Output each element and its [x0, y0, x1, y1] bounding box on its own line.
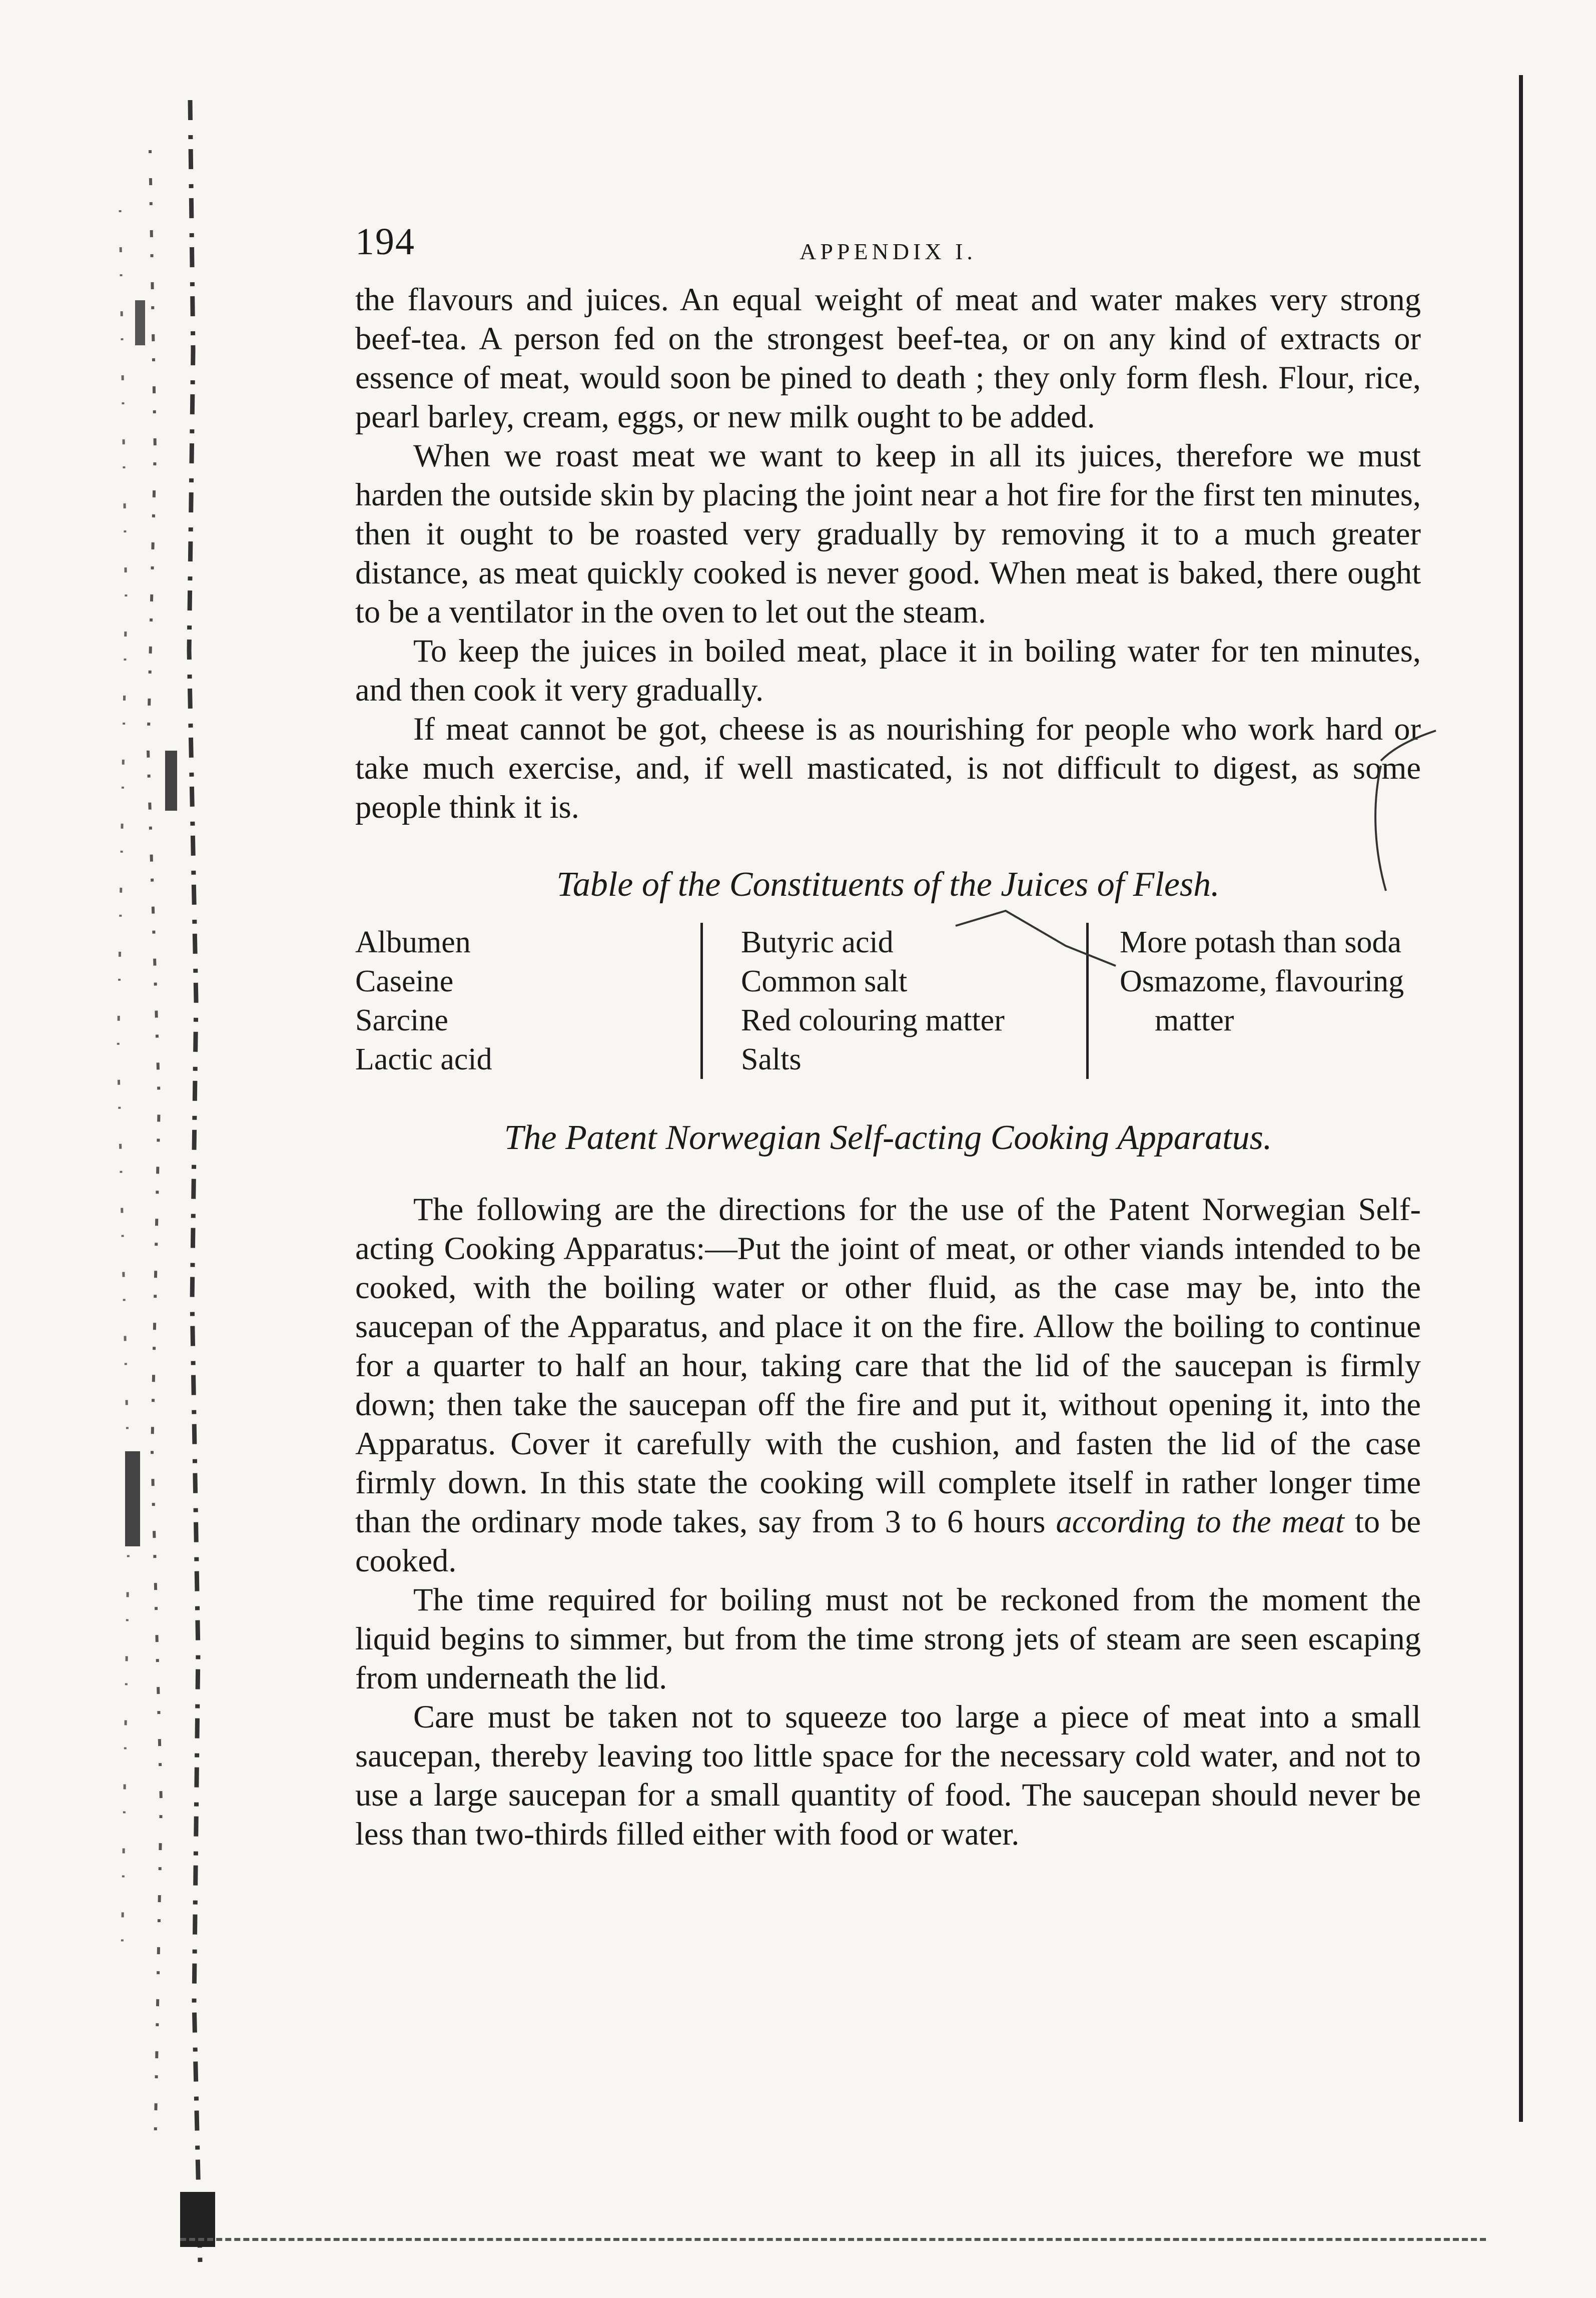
directions-end: to be cooked. [355, 1504, 1421, 1578]
bottom-margin-rule [180, 2238, 1486, 2241]
paragraph-cheese: If meat cannot be got, cheese is as nourishing for people who work hard or take much exercise, and, if well masticated, is not difficult to digest, as some people think it is. [355, 711, 1421, 825]
paragraph-roasting: When we roast meat we want to keep in all its juices, therefore we must harden the outside skin by placing the joint near a hot fire for the first ten minutes, then it ought to be roasted very gradually by removing it to a much greater distance, as meat quickly cooked is never good. When meat is baked, there ought to be a ventilator in the oven to let out the steam. [355, 438, 1421, 630]
directions-text: The following are the directions for the use of the Patent Norwegian Self-acting Cooking Apparatus:—Put the joint of meat, or other viands intended to be cooked, with the boiling water or other fluid, as the case may be, into the saucepan of the Apparatus, and place it on the fire. Allow the boiling to continue for a quarter to half an hour, taking care that the lid of the saucepan is firmly down; then take the saucepan off the fire and put it, without opening it, into the Apparatus. Cover it carefully with the cushion, and fasten the lid of the case firmly down. In this state the cooking will complete itself in rather longer time than the ordinary mode takes, say from 3 to 6 hours [355, 1192, 1421, 1539]
table-cell: More potash than soda [1120, 925, 1402, 959]
table-cell: Red colouring matter [741, 1003, 1005, 1037]
table-title: Table of the Constituents of the Juices of Flesh. [556, 865, 1220, 904]
constituents-table [355, 923, 1421, 1079]
book-page [355, 220, 1421, 1854]
table-cell: Lactic acid [355, 1042, 492, 1076]
table-cell: Sarcine [355, 1003, 448, 1037]
table-cell: Common salt [741, 964, 908, 998]
pencil-mark [1361, 721, 1451, 901]
right-margin-rule [1519, 75, 1523, 2122]
running-title: APPENDIX I. [800, 239, 977, 264]
page-number: 194 [355, 221, 415, 263]
binding-edge-noise [0, 0, 260, 2298]
table-cell: Albumen [355, 925, 471, 959]
page-header [355, 220, 1421, 280]
section-title: The Patent Norwegian Self-acting Cooking Apparatus. [504, 1118, 1272, 1157]
paragraph-directions [355, 1190, 1421, 1580]
table-cell: Osmazome, flavouring [1120, 964, 1404, 998]
paragraph-care: Care must be taken not to squeeze too large a piece of meat into a small saucepan, thereby leaving too little space for the necessary cold water, and not to use a large saucepan for a small quantity of food. The saucepan should never be less than two-thirds filled either with food or water. [355, 1699, 1421, 1852]
table-cell: Butyric acid [741, 925, 894, 959]
directions-italic: according to the meat [1056, 1504, 1344, 1539]
table-column-1 [355, 923, 700, 1079]
paragraph-continued: the flavours and juices. An equal weight of meat and water makes very strong beef-tea. A person fed on the strongest beef-tea, or on any kind of extracts or essence of meat, would soon be pined to death ; they only form flesh. Flour, rice, pearl barley, cream, eggs, or new milk ought to be added. [355, 282, 1421, 434]
table-cell: Caseine [355, 964, 454, 998]
paragraph-boiling: To keep the juices in boiled meat, place it in boiling water for ten minutes, and then cook it very gradually. [355, 633, 1421, 708]
paragraph-timing: The time required for boiling must not be reckoned from the moment the liquid begins to simmer, but from the time strong jets of steam are seen escaping from underneath the lid. [355, 1582, 1421, 1695]
table-cell: Salts [741, 1042, 802, 1076]
table-cell: matter [1155, 1003, 1234, 1037]
pencil-mark [951, 891, 1141, 991]
